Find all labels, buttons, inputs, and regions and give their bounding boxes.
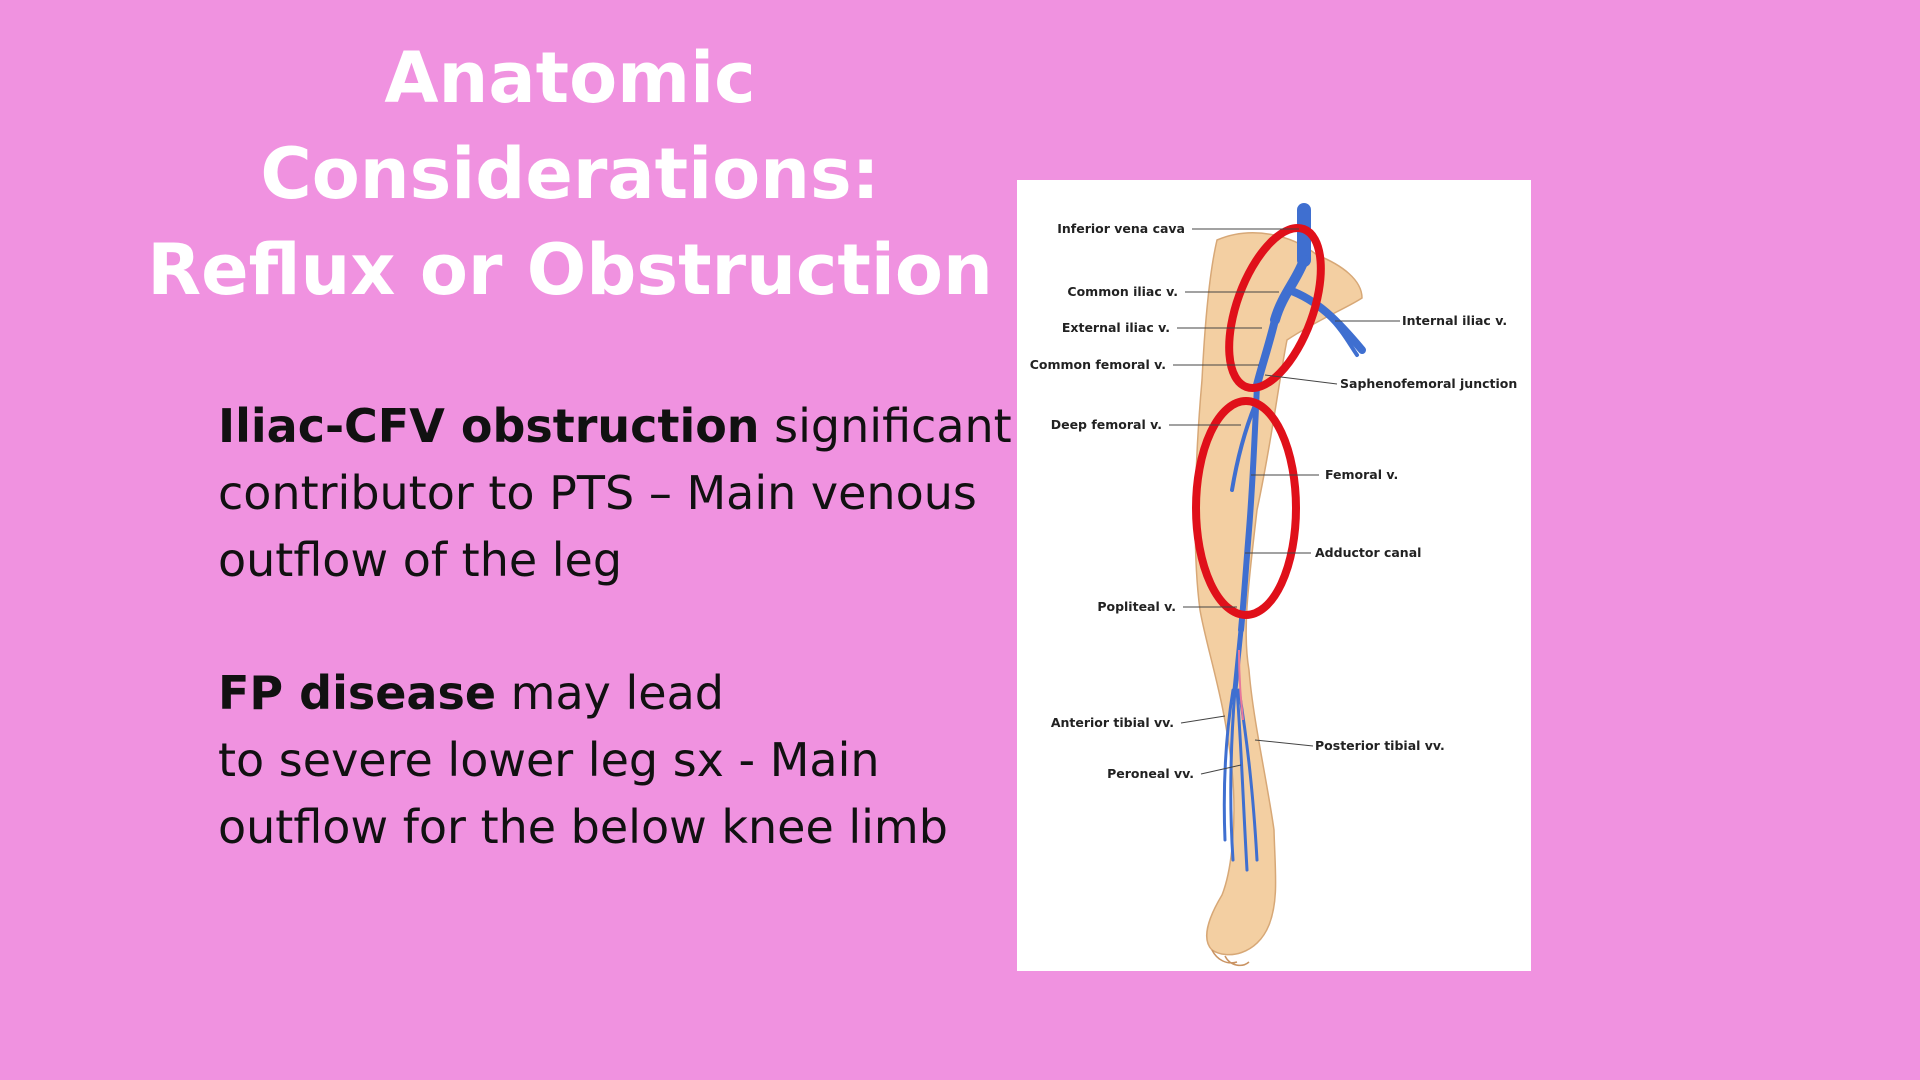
bullet-list	[218, 393, 1018, 861]
label-internal-iliac: Internal iliac v.	[1402, 313, 1508, 328]
bullet-1-bold: Iliac-CFV obstruction	[218, 399, 760, 453]
bullet-fp-disease	[218, 660, 1018, 861]
bullet-2-bold: FP disease	[218, 666, 497, 720]
label-saphenofemoral-junction: Saphenofemoral junction	[1340, 376, 1518, 391]
label-inferior-vena-cava: Inferior vena cava	[1057, 221, 1185, 236]
bullet-2-line-3: outflow for the below knee limb	[218, 800, 948, 854]
label-anterior-tibial: Anterior tibial vv.	[1050, 715, 1174, 730]
leader-posterior-tibial	[1255, 740, 1313, 746]
label-common-femoral: Common femoral v.	[1029, 357, 1166, 372]
bullet-iliac-cfv	[218, 393, 1018, 594]
label-femoral: Femoral v.	[1325, 467, 1399, 482]
label-adductor-canal: Adductor canal	[1315, 545, 1422, 560]
slide-title	[140, 30, 1000, 318]
bullet-2-line-1: may lead	[496, 666, 724, 720]
label-posterior-tibial: Posterior tibial vv.	[1315, 738, 1445, 753]
leader-anterior-tibial	[1181, 716, 1225, 723]
bullet-1-line-2: contributor to PTS – Main venous	[218, 466, 977, 520]
label-external-iliac: External iliac v.	[1061, 320, 1170, 335]
title-line-2: Reflux or Obstruction	[147, 229, 993, 311]
label-peroneal: Peroneal vv.	[1107, 766, 1194, 781]
leg-vein-illustration	[1017, 180, 1531, 971]
label-deep-femoral: Deep femoral v.	[1050, 417, 1162, 432]
title-line-1: Anatomic Considerations:	[260, 37, 880, 215]
bullet-1-line-1: significant	[759, 399, 1012, 453]
bullet-2-line-2: to severe lower leg sx - Main	[218, 733, 880, 787]
label-popliteal: Popliteal v.	[1097, 599, 1176, 614]
bullet-1-line-3: outflow of the leg	[218, 533, 623, 587]
label-common-iliac: Common iliac v.	[1067, 284, 1178, 299]
leg-anatomy-svg	[1017, 180, 1531, 971]
